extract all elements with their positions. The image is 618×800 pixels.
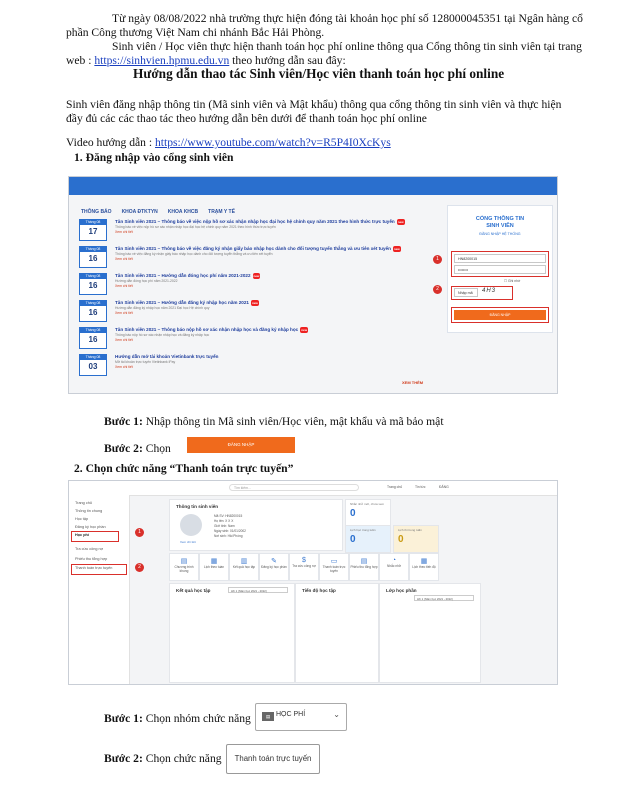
dashboard-screenshot: [68, 480, 558, 685]
news-date: Tháng 08 03: [79, 354, 107, 376]
news-date: Tháng 08 17: [79, 219, 107, 241]
card-icon: ▭: [330, 558, 338, 565]
tile-curriculum[interactable]: ▤ Chương trình khung: [169, 553, 199, 581]
news-more-link[interactable]: Xem chi tiết: [115, 229, 133, 234]
s1-step-1-label: Bước 1:: [104, 415, 143, 428]
news-summary: Hướng dẫn đóng học phí năm 2021-2022: [115, 279, 178, 283]
detail-link[interactable]: Xem chi tiết: [180, 540, 196, 544]
news-title[interactable]: Tân Sinh viên 2021 – Thông báo về việc đăng ký nhận giấy báo nhập học dành cho đối tượng tuyển thẳng và ưu tiên xét tuyển: [115, 246, 391, 251]
login-panel: [447, 205, 553, 333]
info-row: Giới tính: Nam: [214, 524, 235, 528]
remember-checkbox[interactable]: ☐ Ghi nhớ: [504, 279, 521, 283]
tile-receipts[interactable]: ▤ Phiếu thu tổng hợp: [349, 553, 379, 581]
stat-card[interactable]: Nhắc nhở mới, chưa xem 0: [345, 499, 391, 527]
s1-step-2-text: Chọn: [142, 442, 171, 455]
news-title[interactable]: Tân Sinh viên 2021 – Hướng dẫn đăng ký nhập học năm 2021: [115, 300, 249, 305]
section-2-title: 2. Chọn chức năng “Thanh toán trực tuyến”: [74, 462, 294, 475]
news-summary: Thông báo nộp hồ sơ xác nhận nhập học và đăng ký nhập học: [115, 333, 210, 337]
tile-debt[interactable]: $ Tra cứu công nợ: [289, 553, 319, 581]
news-more-link[interactable]: Xem chi tiết: [115, 256, 133, 261]
tile-progress-schedule[interactable]: ▦ Lịch theo tiến độ: [409, 553, 439, 581]
intro-web-suffix: theo hướng dẫn sau đây:: [229, 54, 346, 67]
page-heading: Hướng dẫn thao tác Sinh viên/Học viên thanh toán học phí online: [133, 66, 505, 81]
tile-online-payment[interactable]: ▭ Thanh toán trực tuyến: [319, 553, 349, 581]
news-date: Tháng 08 16: [79, 273, 107, 295]
s2-step-1: [104, 712, 251, 726]
news-more-link[interactable]: Xem chi tiết: [115, 364, 133, 369]
stat-card[interactable]: Lịch học trong tuần 0: [345, 525, 391, 553]
tab-tram-y-te[interactable]: TRẠM Y TẾ: [208, 209, 235, 215]
login-panel-title: CỔNG THÔNG TIN SINH VIÊN: [475, 216, 525, 229]
dashboard-sidebar: [69, 495, 130, 684]
marker-1: 1: [433, 255, 442, 264]
chart-icon: ▥: [240, 558, 248, 565]
news-summary: Thông báo về việc nộp hồ sơ xác nhận nhập học đại học hệ chính quy năm 2021 theo hình thức trực tuyến: [115, 225, 276, 229]
s1-step-1: [104, 415, 444, 429]
news-more-link[interactable]: Xem chi tiết: [115, 283, 133, 288]
login-portal-screenshot: [68, 176, 558, 394]
captcha-input[interactable]: Nhập mã: [454, 288, 478, 297]
news-title[interactable]: Tân Sinh viên 2021 – Thông báo nộp hồ sơ xác nhận nhập học và đăng ký nhập học: [115, 327, 299, 332]
s2-step-2-text: Chọn chức năng: [142, 752, 222, 765]
schedule-icon: ▦: [420, 558, 428, 565]
info-row: Ngày sinh: 01/01/2002: [214, 529, 246, 533]
sidebar-item-hoc-phi[interactable]: Học phí: [75, 533, 89, 537]
dollar-icon: $: [302, 557, 306, 564]
stat-card[interactable]: Lịch thi trong tuần 0: [393, 525, 439, 553]
hoc-phi-group-select[interactable]: [255, 703, 347, 731]
news-title[interactable]: Tân Sinh viên 2021 – Thông báo về việc nộp hồ sơ xác nhận nhập học đại học hệ chính quy năm 2021 theo hình thức trực tuyến: [115, 219, 395, 224]
new-badge: new: [393, 247, 400, 251]
top-link-home[interactable]: Trang chủ: [387, 485, 403, 489]
progress-card: [295, 583, 379, 683]
tab-thong-bao[interactable]: THÔNG BÁO: [81, 209, 112, 215]
section-1-title: 1. Đăng nhập vào cổng sinh viên: [74, 151, 234, 164]
intro-line-3: Sinh viên / Học viên thực hiện thanh toán học phí online thông qua Cổng thông tin sinh viên tại trang: [112, 40, 582, 53]
top-link-user[interactable]: ĐĂNG: [439, 485, 449, 489]
video-label: Video hướng dẫn :: [66, 136, 155, 149]
info-row: Họ tên: X X X: [214, 519, 234, 523]
username-field[interactable]: HN8200015: [454, 254, 546, 263]
tile-register[interactable]: ✎ Đăng ký học phần: [259, 553, 289, 581]
see-more-link[interactable]: XEM THÊM: [402, 380, 424, 385]
news-summary: Mở tài khoản trực tuyến Vietinbank iPay: [115, 360, 176, 364]
news-item[interactable]: [79, 300, 415, 322]
news-item[interactable]: [79, 354, 415, 376]
captcha-image: 4H3: [482, 288, 497, 294]
student-info-title: Thông tin sinh viên: [176, 504, 219, 509]
instruction-line-1: Sinh viên đăng nhập thông tin (Mã sinh viên và Mật khẩu) thông qua cổng thông tin sinh viên và thực hiện: [66, 98, 562, 111]
avatar: [180, 514, 202, 536]
news-date: Tháng 08 16: [79, 246, 107, 268]
s2-step-1-label: Bước 1:: [104, 712, 143, 725]
intro-web-prefix: web :: [66, 54, 95, 67]
chevron-down-icon: ⌄: [333, 710, 340, 719]
tab-khoa-dtktyn[interactable]: KHOA ĐTKTYN: [121, 209, 158, 215]
sidebar-item-info[interactable]: Thông tin chung: [75, 509, 103, 513]
dashboard-search-input[interactable]: Tìm kiếm...: [229, 484, 359, 491]
video-line: [66, 136, 391, 150]
results-term-select[interactable]: HK 1 (Năm học 2021 - 2022): [228, 587, 288, 593]
s2-step-2: [104, 752, 222, 766]
sidebar-item-study[interactable]: Học tập: [75, 517, 89, 521]
online-payment-function-button[interactable]: Thanh toán trực tuyến: [226, 744, 320, 774]
calendar-icon: ▦: [210, 558, 218, 565]
s2-step-2-label: Bước 2:: [104, 752, 143, 765]
video-link[interactable]: https://www.youtube.com/watch?v=R5P4I0XcKys: [155, 136, 391, 149]
s1-step-1-text: Nhập thông tin Mã sinh viên/Học viên, mật khẩu và mã bảo mật: [142, 415, 444, 428]
instruction-line-2: đầy đủ các các thao tác theo hướng dẫn bên dưới để thanh toán học phí online: [66, 112, 427, 125]
intro-line-2: phần Công thương Việt Nam chi nhánh Bắc Hải Phòng.: [66, 26, 325, 39]
news-title[interactable]: Tân Sinh viên 2021 – Hướng dẫn đóng học phí năm 2021-2022: [115, 273, 251, 278]
student-info-card: [169, 499, 343, 551]
tile-weekly-schedule[interactable]: ▦ Lịch theo tuần: [199, 553, 229, 581]
tab-khoa-khcb[interactable]: KHOA KHCB: [167, 209, 199, 215]
marker-1: 1: [135, 528, 144, 537]
news-more-link[interactable]: Xem chi tiết: [115, 337, 133, 342]
login-button-sample[interactable]: ĐĂNG NHẬP: [187, 437, 295, 453]
news-date: Tháng 08 16: [79, 300, 107, 322]
register-icon: ✎: [271, 558, 277, 565]
news-item[interactable]: [79, 273, 415, 295]
password-field[interactable]: ••••••••: [454, 265, 546, 274]
news-item[interactable]: [79, 219, 415, 241]
new-badge: new: [251, 301, 258, 305]
class-title: Lớp học phần: [386, 588, 417, 593]
news-title[interactable]: Hướng dẫn mở tài khoản Vietinbank trực tuyến: [115, 354, 219, 359]
news-more-link[interactable]: Xem chi tiết: [115, 310, 133, 315]
sidebar-item-online-payment[interactable]: Thanh toán trực tuyến: [75, 566, 113, 570]
s1-step-2: [104, 442, 171, 456]
money-icon: ▤: [262, 712, 274, 721]
s1-step-2-label: Bước 2:: [104, 442, 143, 455]
news-summary: Hướng dẫn đăng ký nhập học năm 2021 Đại học Hệ chính quy: [115, 306, 210, 310]
marker-2: 2: [135, 563, 144, 572]
s2-step-1-text: Chọn nhóm chức năng: [142, 712, 251, 725]
new-badge: new: [253, 274, 260, 278]
bell-icon: ◔: [391, 557, 397, 564]
results-card: [169, 583, 295, 683]
sidebar-item-receipts[interactable]: Phiếu thu tổng hợp: [75, 557, 108, 561]
news-item[interactable]: [79, 327, 415, 349]
tile-results[interactable]: ▥ Kết quả học tập: [229, 553, 259, 581]
hoc-phi-label: HỌC PHÍ: [276, 711, 306, 718]
news-date: Tháng 08 16: [79, 327, 107, 349]
news-tabs: [81, 209, 235, 215]
class-term-select[interactable]: HK 1 (Năm học 2021 - 2022): [414, 595, 474, 601]
news-item[interactable]: [79, 246, 415, 268]
book-icon: ▤: [180, 558, 188, 565]
info-row: Mã SV: HN8200015: [214, 514, 243, 518]
marker-2: 2: [433, 285, 442, 294]
portal-login-button[interactable]: ĐĂNG NHẬP: [454, 310, 546, 320]
sidebar-item-home[interactable]: Trang chủ: [75, 501, 92, 505]
portal-top-bar: [69, 177, 557, 195]
new-badge: new: [301, 328, 308, 332]
class-card: [379, 583, 481, 683]
progress-title: Tiến độ học tập: [302, 588, 336, 593]
news-list: [79, 219, 415, 381]
top-link-news[interactable]: Tin tức: [415, 485, 426, 489]
login-panel-subtitle: ĐĂNG NHẬP HỆ THỐNG: [479, 232, 521, 236]
sidebar-item-debt[interactable]: Tra cứu công nợ: [75, 547, 104, 551]
intro-line-1: Từ ngày 08/08/2022 nhà trường thực hiện đóng tài khoản học phí số 128000045351 tại Ngân hàng cổ: [112, 12, 583, 25]
sinhvien-portal-link[interactable]: https://sinhvien.hpmu.edu.vn: [94, 54, 230, 67]
tile-reminders[interactable]: ◔ Nhắc nhở: [379, 553, 409, 581]
news-summary: Thông báo về việc đăng ký nhận giấy báo nhập học dành cho đối tượng tuyển thẳng và ưu tiên xét tuyển: [115, 252, 273, 256]
student-info-rows: [214, 514, 246, 539]
new-badge: new: [397, 220, 404, 224]
receipt-icon: ▤: [360, 558, 368, 565]
results-title: Kết quả học tập: [176, 588, 211, 593]
info-row: Nơi sinh: Hải Phòng: [214, 534, 243, 538]
sidebar-item-register[interactable]: Đăng ký học phần: [75, 525, 106, 529]
dashboard-top-bar: [69, 481, 557, 496]
